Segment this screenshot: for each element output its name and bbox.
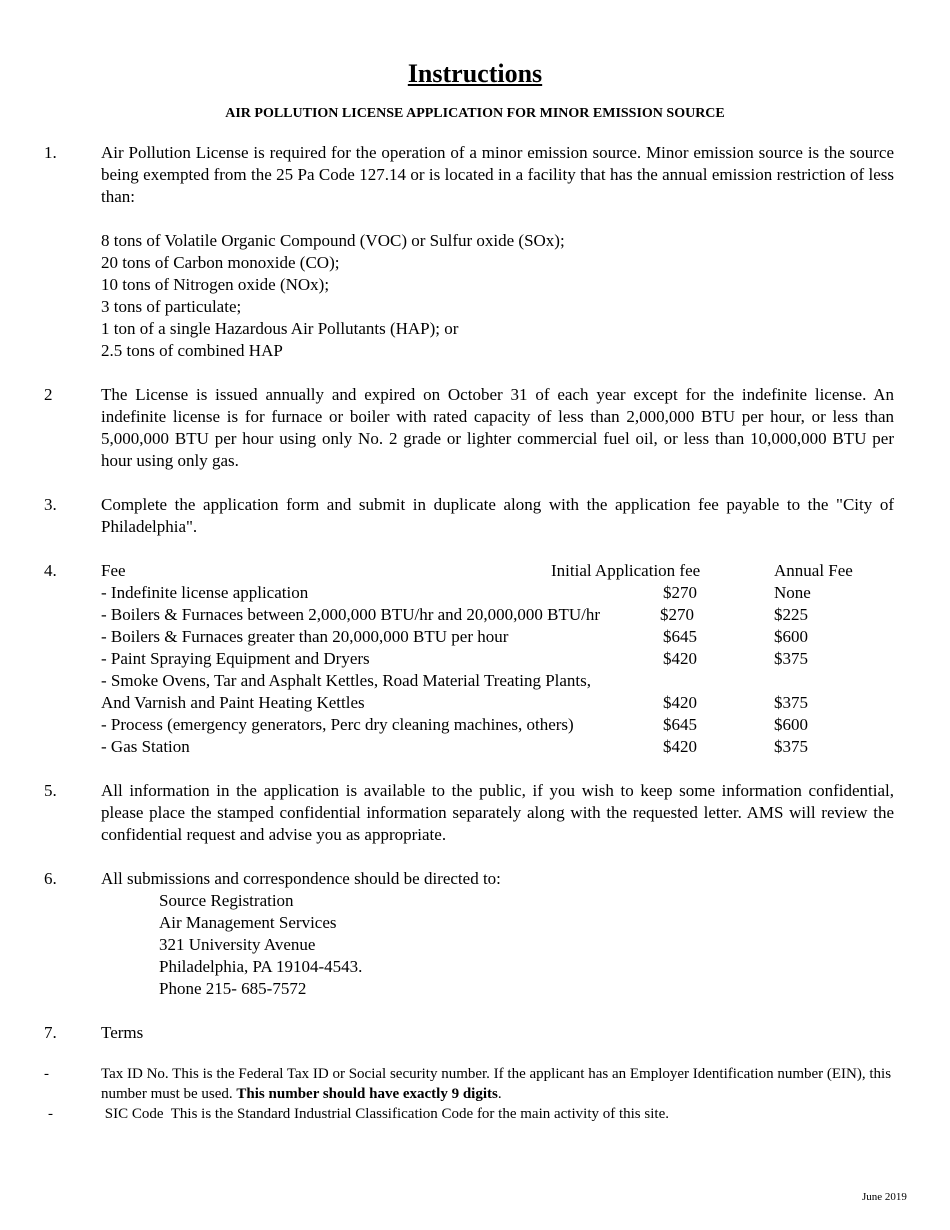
item-text: Terms — [101, 1023, 144, 1042]
fee-row — [101, 714, 901, 736]
fee-header-initial: Initial Application fee — [551, 561, 701, 580]
address-line: Air Management Services — [159, 913, 337, 932]
address-line: Phone 215- 685-7572 — [159, 979, 307, 998]
item-text: The License is issued annually and expired on October 31 of each year except for the indefinite license. An indefinite license is for furnace or boiler with rated capacity of less than 2,000,000 BTU per hour, or less than 5,000,000 BTU per hour using only No. 2 grade or lighter commercial fuel oil, or less than 10,000,000 BTU per hour using only gas. — [101, 385, 894, 470]
item-number: 5. — [44, 781, 57, 800]
fee-initial: $420 — [663, 693, 697, 712]
fee-header-annual: Annual Fee — [774, 561, 853, 580]
item-text: All information in the application is available to the public, if you wish to keep some information confidential, please place the stamped confidential information separately along with the requested letter. AMS will review the confidential request and advise you as appropriate. — [101, 781, 894, 844]
fee-description: - Paint Spraying Equipment and Dryers — [101, 649, 370, 668]
fee-description: - Boilers & Furnaces between 2,000,000 BTU/hr and 20,000,000 BTU/hr — [101, 605, 601, 624]
term-text: Tax ID No. This is the Federal Tax ID or Social security number. If the applicant has an Employer Identification number (EIN), this number must be used. — [101, 1066, 892, 1102]
fee-table-header — [101, 560, 901, 582]
item-text: Air Pollution License is required for the operation of a minor emission source. Minor emission source is the source being exempted from the 25 Pa Code 127.14 or is located in a facility that has the annual emission restriction of less than: — [101, 143, 894, 206]
address-line: Philadelphia, PA 19104-4543. — [159, 957, 363, 976]
item-number: 3. — [44, 495, 57, 514]
fee-annual: $375 — [774, 737, 808, 756]
fee-initial: $270 — [663, 583, 697, 602]
term-sic-code — [101, 1104, 894, 1124]
term-tax-id — [101, 1064, 894, 1104]
fee-description: And Varnish and Paint Heating Kettles — [101, 693, 365, 712]
fee-annual: $600 — [774, 715, 808, 734]
item-text: Complete the application form and submit in duplicate along with the application fee payable to the "City of Philadelphia". — [101, 495, 894, 536]
emission-limit: 20 tons of Carbon monoxide (CO); — [101, 253, 340, 272]
item-number: 2 — [44, 385, 53, 404]
fee-initial: $420 — [663, 737, 697, 756]
fee-description: - Process (emergency generators, Perc dry cleaning machines, others) — [101, 715, 574, 734]
term-bullet: - — [48, 1106, 53, 1122]
term-text: SIC Code This is the Standard Industrial Classification Code for the main activity of this site. — [101, 1106, 669, 1122]
form-subtitle: AIR POLLUTION LICENSE APPLICATION FOR MINOR EMISSION SOURCE — [225, 106, 725, 121]
fee-initial: $645 — [663, 715, 697, 734]
fee-description: - Gas Station — [101, 737, 190, 756]
item-number: 4. — [44, 561, 57, 580]
page-title: Instructions — [407, 59, 543, 88]
fee-initial: $270 — [660, 605, 694, 624]
emission-limit: 1 ton of a single Hazardous Air Pollutants (HAP); or — [101, 319, 459, 338]
fee-row — [101, 670, 901, 692]
fee-header-description: Fee — [101, 561, 126, 580]
item-number: 7. — [44, 1023, 57, 1042]
fee-description: - Smoke Ovens, Tar and Asphalt Kettles, Road Material Treating Plants, — [101, 671, 592, 690]
emission-limit: 2.5 tons of combined HAP — [101, 341, 283, 360]
term-tail: . — [497, 1086, 502, 1102]
fee-row — [101, 692, 901, 714]
item-number: 1. — [44, 143, 57, 162]
emission-limit: 3 tons of particulate; — [101, 297, 242, 316]
term-bullet: - — [44, 1066, 49, 1082]
item-text: All submissions and correspondence should be directed to: — [101, 869, 501, 888]
fee-annual: None — [774, 583, 811, 602]
address-line: Source Registration — [159, 891, 294, 910]
item-number: 6. — [44, 869, 57, 888]
term-emphasis: This number should have exactly 9 digits — [236, 1086, 498, 1102]
fee-annual: $225 — [774, 605, 808, 624]
fee-row — [101, 582, 901, 604]
address-line: 321 University Avenue — [159, 935, 316, 954]
emission-limit: 8 tons of Volatile Organic Compound (VOC) or Sulfur oxide (SOx); — [101, 231, 565, 250]
fee-annual: $600 — [774, 627, 808, 646]
fee-initial: $645 — [663, 627, 697, 646]
fee-row — [101, 648, 901, 670]
revision-date: June 2019 — [862, 1191, 907, 1203]
fee-description: - Indefinite license application — [101, 583, 309, 602]
fee-annual: $375 — [774, 649, 808, 668]
fee-row — [101, 604, 901, 626]
fee-description: - Boilers & Furnaces greater than 20,000,000 BTU per hour — [101, 627, 509, 646]
emission-limit: 10 tons of Nitrogen oxide (NOx); — [101, 275, 330, 294]
fee-row — [101, 626, 901, 648]
fee-row — [101, 736, 901, 758]
fee-annual: $375 — [774, 693, 808, 712]
fee-initial: $420 — [663, 649, 697, 668]
